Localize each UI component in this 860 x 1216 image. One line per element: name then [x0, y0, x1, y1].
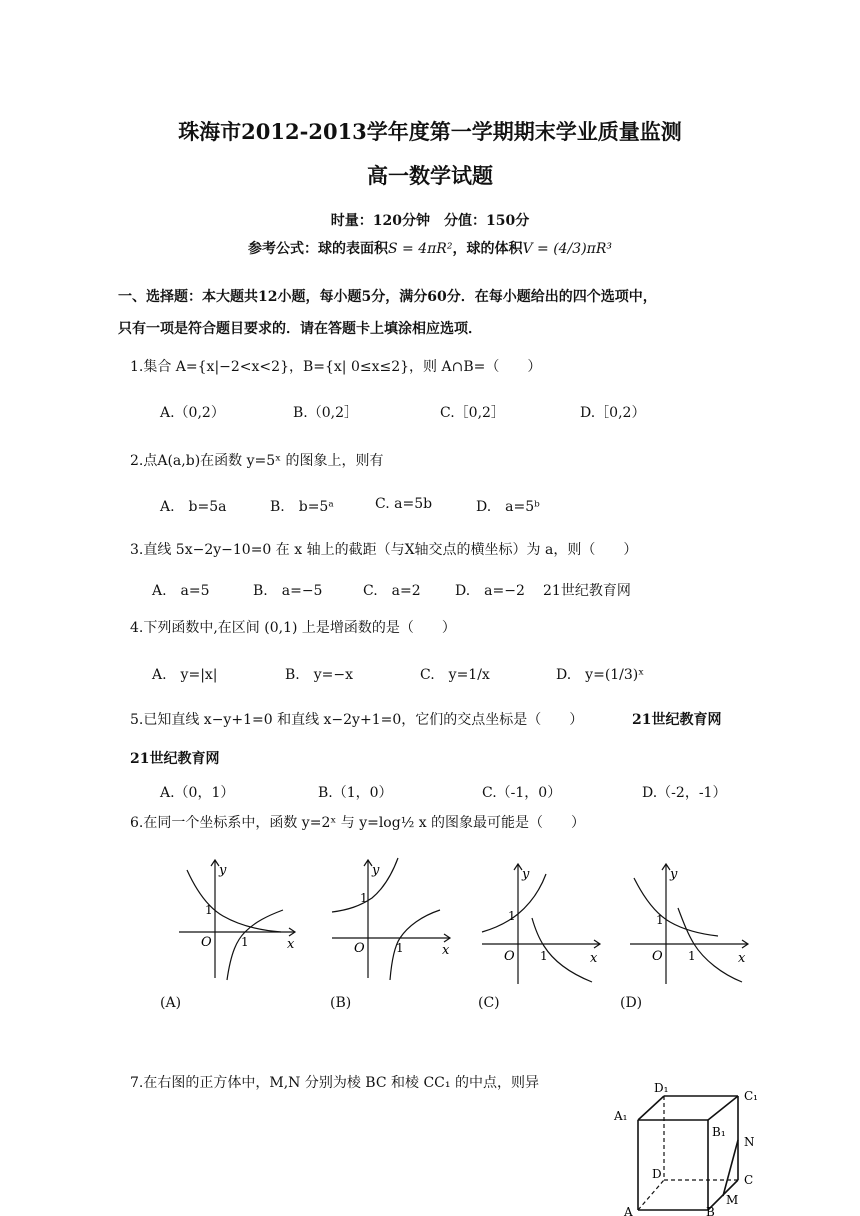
q1-stem: 1.集合 A={x|−2<x<2}，B={x| 0≤x≤2}，则 A∩B=（ ）: [130, 359, 542, 375]
q5-watermark-1: 21世纪教育网: [632, 712, 722, 728]
q4-stem: 4.下列函数中,在区间 (0,1) 上是增函数的是（ ）: [130, 620, 456, 636]
label-m: M: [726, 1193, 739, 1207]
label-b: B: [706, 1205, 715, 1216]
q2-option-c: C. a=5b: [375, 496, 433, 512]
q5-stem: 5.已知直线 x−y+1=0 和直线 x−2y+1=0，它们的交点坐标是（ ）: [130, 712, 584, 728]
formula-prefix: 参考公式：球的表面积: [247, 241, 388, 257]
origin-label: O: [354, 941, 365, 956]
q7-stem: 7.在右图的正方体中，M,N 分别为棱 BC 和棱 CC₁ 的中点，则异: [130, 1075, 539, 1091]
q1-option-b: B.（0,2］: [293, 405, 359, 421]
formula-mid: ，球的体积: [452, 241, 523, 257]
curve-decreasing: [187, 870, 281, 932]
q7-cube-figure: [608, 1080, 774, 1216]
reference-formula: [0, 238, 860, 258]
q5-watermark-2: 21世纪教育网: [130, 751, 220, 767]
label-d: D: [652, 1167, 662, 1181]
q3-watermark: 21世纪教育网: [543, 583, 631, 599]
one-x-label: 1: [241, 935, 249, 949]
label-c1: C₁: [744, 1089, 758, 1103]
label-b1: B₁: [712, 1125, 726, 1139]
q6-stem: 6.在同一个坐标系中，函数 y=2ˣ 与 y=log½ x 的图象最可能是（ ）: [130, 815, 586, 831]
q5-option-b: B.（1，0）: [318, 785, 393, 801]
q3-option-c: C. a=2: [363, 583, 421, 599]
origin-label: O: [652, 949, 663, 964]
q6-graph-c: [478, 858, 608, 988]
one-x-label: 1: [540, 949, 548, 963]
q6-graph-a: [175, 852, 305, 982]
q3-stem: 3.直线 5x−2y−10=0 在 x 轴上的截距（与X轴交点的横坐标）为 a，则（ ）: [130, 542, 638, 558]
one-y-label: 1: [508, 909, 516, 923]
q6-graph-d: [626, 858, 756, 988]
q1-option-d: D.［0,2）: [580, 405, 646, 421]
q6-label-a: (A): [160, 995, 182, 1011]
q4-option-b: B. y=−x: [285, 667, 354, 683]
q3-option-d: D. a=−2: [455, 583, 525, 599]
origin-label: O: [201, 935, 212, 950]
one-y-label: 1: [360, 891, 368, 905]
q5-option-a: A.（0，1）: [160, 785, 235, 801]
q2-option-b: B. b=5ᵃ: [270, 499, 334, 515]
x-axis-label: x: [442, 943, 450, 958]
curve-increasing: [482, 874, 546, 932]
q6-graph-b: [328, 852, 458, 982]
q4-option-d: D. y=(1/3)ˣ: [556, 667, 645, 683]
section-instructions-line2: 只有一项是符合题目要求的．请在答题卡上填涂相应选项．: [118, 321, 482, 337]
label-a: A: [624, 1205, 633, 1216]
y-axis-label: y: [670, 867, 678, 882]
q4-option-a: A. y=|x|: [152, 667, 218, 683]
x-axis-label: x: [287, 937, 295, 952]
q6-label-c: (C): [478, 995, 500, 1011]
curve-log: [227, 910, 283, 980]
page-subtitle: 高一数学试题: [367, 163, 493, 188]
curve-decreasing: [634, 878, 718, 936]
y-axis-label: y: [522, 867, 530, 882]
q2-option-a: A. b=5a: [160, 499, 227, 515]
formula-sphere-area: S = 4πR²: [387, 241, 453, 257]
y-axis-label: y: [372, 863, 380, 878]
one-x-label: 1: [396, 941, 404, 955]
x-axis-label: x: [590, 951, 598, 966]
q2-option-d: D. a=5ᵇ: [476, 499, 540, 515]
section-instructions-line1: 一、选择题：本大题共12小题，每小题5分，满分60分．在每小题给出的四个选项中，: [118, 289, 657, 305]
q1-option-c: C.［0,2］: [440, 405, 505, 421]
q6-label-b: (B): [330, 995, 352, 1011]
label-d1: D₁: [654, 1081, 669, 1095]
curve-log-decreasing: [678, 908, 742, 982]
x-axis-label: x: [738, 951, 746, 966]
q3-option-b: B. a=−5: [253, 583, 323, 599]
q4-option-c: C. y=1/x: [420, 667, 490, 683]
one-y-label: 1: [205, 903, 213, 917]
origin-label: O: [504, 949, 515, 964]
label-n: N: [744, 1135, 755, 1149]
label-c: C: [744, 1173, 754, 1187]
page-title: 珠海市2012-2013学年度第一学期期末学业质量监测: [178, 119, 682, 144]
exam-time-info: 时量：120分钟 分值：150分: [330, 213, 530, 229]
formula-sphere-volume: V = (4/3)πR³: [522, 241, 613, 257]
q5-option-d: D.（-2，-1）: [642, 785, 727, 801]
y-axis-label: y: [219, 863, 227, 878]
q2-stem: 2.点A(a,b)在函数 y=5ˣ 的图象上，则有: [130, 453, 384, 469]
q5-option-c: C.（-1，0）: [482, 785, 562, 801]
one-y-label: 1: [656, 913, 664, 927]
q1-option-a: A.（0,2）: [160, 405, 225, 421]
one-x-label: 1: [688, 949, 696, 963]
label-a1: A₁: [614, 1109, 628, 1123]
q6-label-d: (D): [620, 995, 643, 1011]
q3-option-a: A. a=5: [152, 583, 210, 599]
